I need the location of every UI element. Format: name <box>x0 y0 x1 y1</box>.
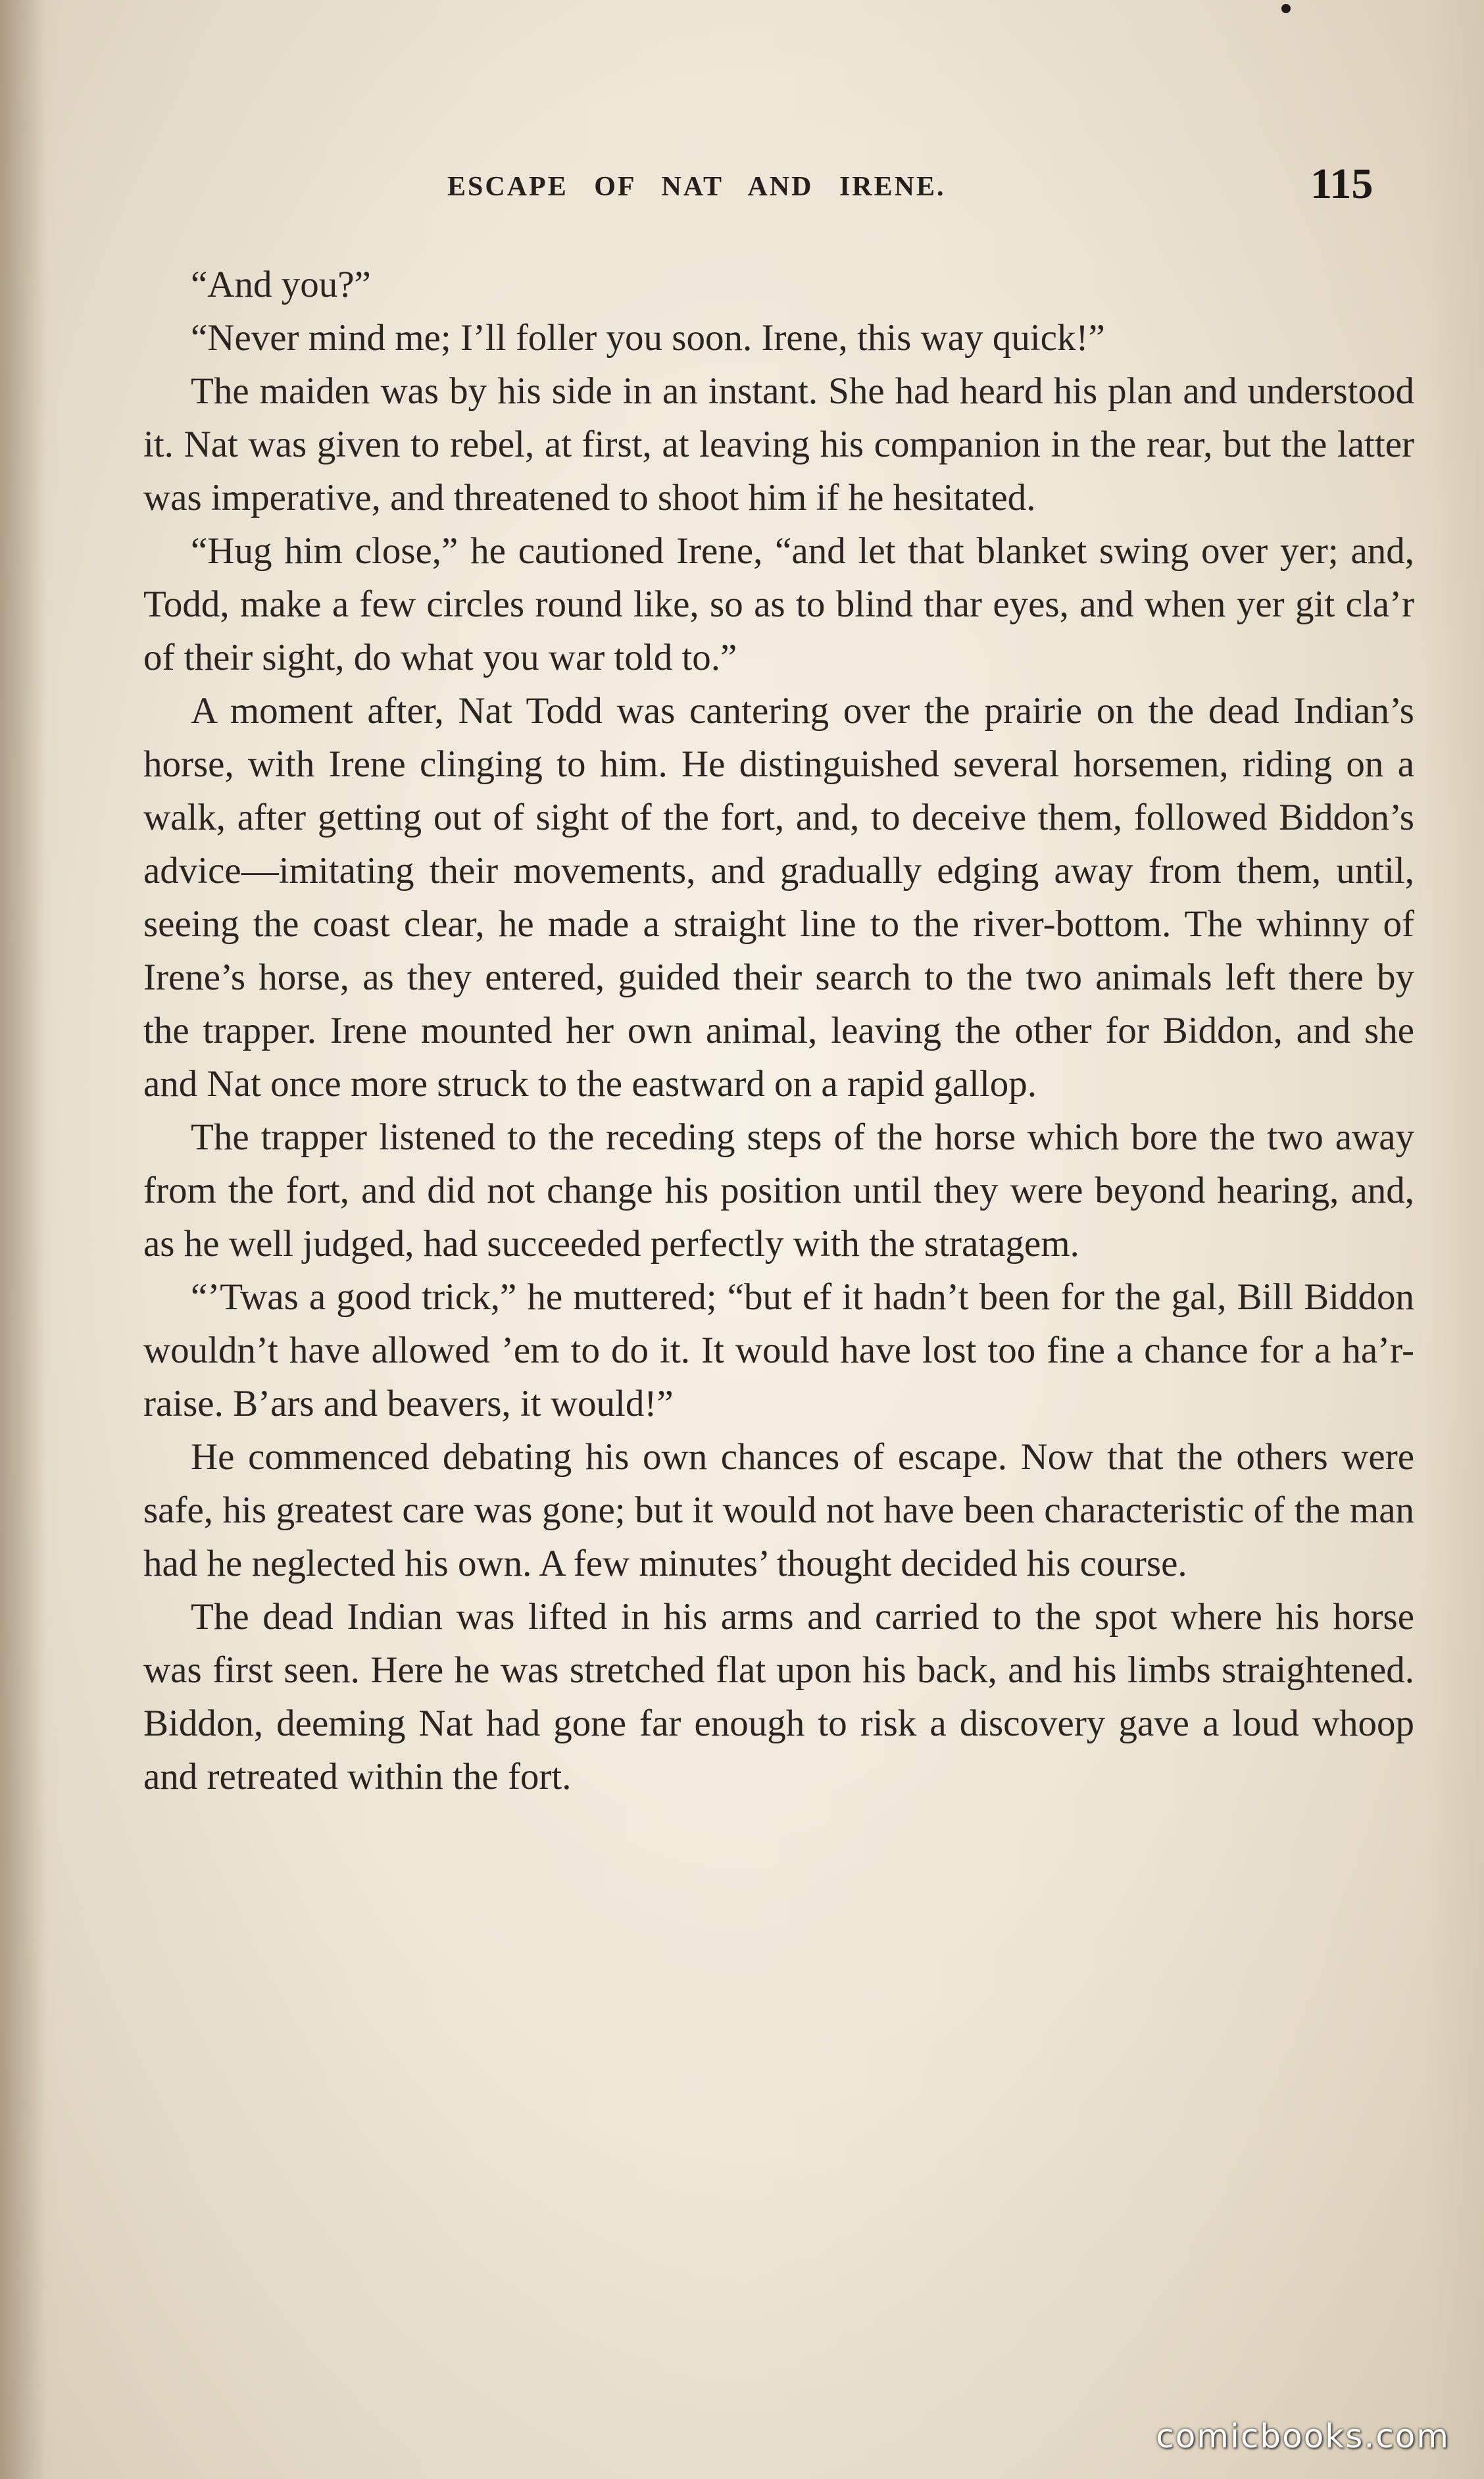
paragraph: “And you?” <box>191 264 371 305</box>
paragraph: The maiden was by his side in an instant. She had heard his plan and understood it. Nat was given to rebel, at first, at leaving his companion in the rear, but the latter was imperative, and threatened to shoot him if he hesitated. <box>143 370 1414 518</box>
paragraph: The trapper listened to the receding steps of the horse which bore the two away from the fort, and did not change his position until they were beyond hearing, and, as he well judged, had succeeded perfectly with the stratagem. <box>143 1116 1414 1265</box>
page-number: 115 <box>1310 160 1373 208</box>
running-head: ESCAPE OF NAT AND IRENE. <box>447 172 946 202</box>
page-header <box>0 157 1484 216</box>
paragraph: “Never mind me; I’ll foller you soon. Irene, this way quick!” <box>191 317 1105 359</box>
page-edge-shadow <box>0 0 46 2479</box>
paragraph: He commenced debating his own chances of escape. Now that the others were safe, his greatest care was gone; but it would not have been characteristic of the man had he neglected his own. A few minutes’ thought decided his course. <box>143 1436 1414 1584</box>
paragraph: “Hug him close,” he cautioned Irene, “and let that blanket swing over yer; and, Todd, make a few circles round like, so as to blind thar eyes, and when yer git cla’r of their sight, do what you war told to.” <box>143 530 1414 678</box>
paragraph: A moment after, Nat Todd was cantering over the prairie on the dead Indian’s horse, with Irene clinging to him. He distinguished several horsemen, riding on a walk, after getting out of sight of the fort, and, to deceive them, followed Biddon’s advice—imitating their movements, and gradually edging away from them, until, seeing the coast clear, he made a straight line to the river-bottom. The whinny of Irene’s horse, as they entered, guided their search to the two animals left there by the trapper. Irene mounted her own animal, leaving the other for Biddon, and she and Nat once more struck to the eastward on a rapid gallop. <box>143 690 1414 1105</box>
body-text <box>143 258 1414 1803</box>
paragraph: The dead Indian was lifted in his arms and carried to the spot where his horse was first seen. Here he was stretched flat upon his back, and his limbs straightened. Biddon, deeming Nat had gone far enough to risk a discovery gave a loud whoop and retreated within the fort. <box>143 1596 1414 1797</box>
watermark: comicbooks.com <box>1156 2417 1450 2455</box>
ink-dot <box>1281 4 1291 13</box>
paragraph: “’Twas a good trick,” he muttered; “but ef it hadn’t been for the gal, Bill Biddon wouldn’t have allowed ’em to do it. It would have lost too fine a chance for a ha’r-raise. B’ars and beavers, it would!” <box>143 1276 1414 1424</box>
